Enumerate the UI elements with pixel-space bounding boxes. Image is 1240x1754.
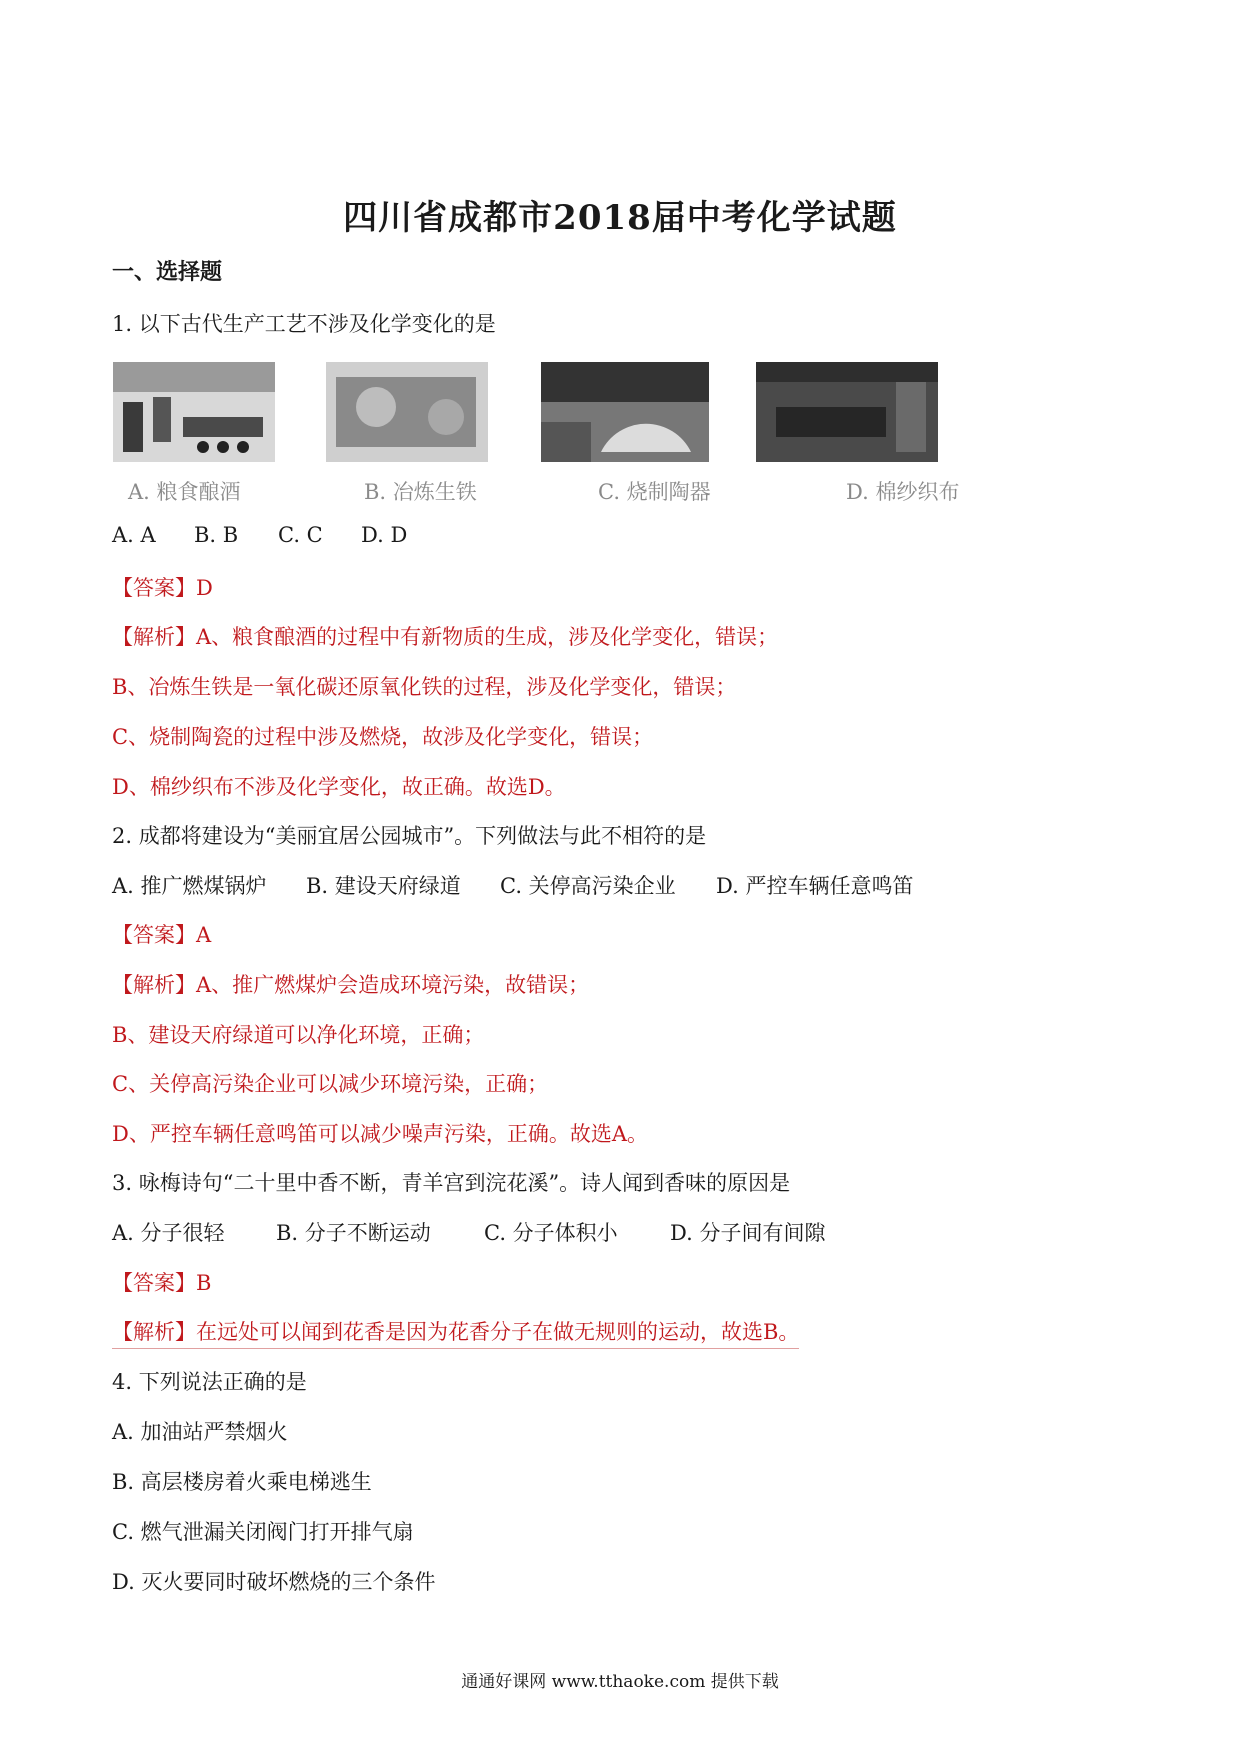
q1-image-a bbox=[113, 362, 275, 462]
q3-analysis-line: 【解析】在远处可以闻到花香是因为花香分子在做无规则的运动，故选B。 bbox=[112, 1316, 799, 1349]
q1-analysis-line: B、冶炼生铁是一氧化碳还原氧化铁的过程，涉及化学变化，错误； bbox=[112, 675, 737, 699]
q1-analysis-line: 【解析】A、粮食酿酒的过程中有新物质的生成，涉及化学变化，错误； bbox=[112, 625, 779, 649]
q3-answer: 【答案】B bbox=[112, 1271, 212, 1295]
q2-analysis-line: D、严控车辆任意鸣笛可以减少噪声污染，正确。故选A。 bbox=[112, 1122, 649, 1146]
q1-answer: 【答案】D bbox=[112, 576, 213, 600]
q3-option-c: C. 分子体积小 bbox=[484, 1221, 618, 1245]
q1-caption-a: A. 粮食酿酒 bbox=[128, 480, 241, 504]
q1-stem: 1. 以下古代生产工艺不涉及化学变化的是 bbox=[112, 312, 496, 336]
q3-option-a: A. 分子很轻 bbox=[112, 1221, 225, 1245]
q2-analysis-line: 【解析】A、推广燃煤炉会造成环境污染，故错误； bbox=[112, 973, 590, 997]
q3-stem: 3. 咏梅诗句“二十里中香不断，青羊宫到浣花溪”。诗人闻到香味的原因是 bbox=[112, 1171, 791, 1195]
q1-analysis-line: C、烧制陶瓷的过程中涉及燃烧，故涉及化学变化，错误； bbox=[112, 725, 654, 749]
q2-answer: 【答案】A bbox=[112, 923, 212, 947]
q1-option-d: D. D bbox=[361, 523, 408, 547]
q2-option-a: A. 推广燃煤锅炉 bbox=[112, 874, 267, 898]
q4-stem: 4. 下列说法正确的是 bbox=[112, 1370, 307, 1394]
q3-option-d: D. 分子间有间隙 bbox=[670, 1221, 826, 1245]
q2-stem: 2. 成都将建设为“美丽宜居公园城市”。下列做法与此不相符的是 bbox=[112, 824, 707, 848]
q1-option-b: B. B bbox=[194, 523, 239, 547]
q1-option-c: C. C bbox=[278, 523, 323, 547]
q1-analysis-line: D、棉纱织布不涉及化学变化，故正确。故选D。 bbox=[112, 775, 566, 799]
q2-option-c: C. 关停高污染企业 bbox=[500, 874, 676, 898]
q2-option-d: D. 严控车辆任意鸣笛 bbox=[716, 874, 914, 898]
q4-option-a: A. 加油站严禁烟火 bbox=[112, 1420, 288, 1444]
q3-option-b: B. 分子不断运动 bbox=[276, 1221, 431, 1245]
q4-option-d: D. 灭火要同时破坏燃烧的三个条件 bbox=[112, 1570, 436, 1594]
q1-image-d bbox=[756, 362, 938, 462]
q1-caption-b: B. 冶炼生铁 bbox=[364, 480, 477, 504]
q2-option-b: B. 建设天府绿道 bbox=[306, 874, 461, 898]
q1-image-b bbox=[326, 362, 488, 462]
q1-option-a: A. A bbox=[112, 523, 156, 547]
section-heading: 一、选择题 bbox=[112, 259, 223, 285]
q1-caption-d: D. 棉纱织布 bbox=[846, 480, 960, 504]
page-title: 四川省成都市2018届中考化学试题 bbox=[343, 198, 897, 238]
q4-option-b: B. 高层楼房着火乘电梯逃生 bbox=[112, 1470, 372, 1494]
q4-option-c: C. 燃气泄漏关闭阀门打开排气扇 bbox=[112, 1520, 414, 1544]
q1-image-c bbox=[541, 362, 709, 462]
page-footer: 通通好课网 www.tthaoke.com 提供下载 bbox=[461, 1672, 779, 1692]
q2-analysis-line: B、建设天府绿道可以净化环境，正确； bbox=[112, 1023, 485, 1047]
q1-caption-c: C. 烧制陶器 bbox=[598, 480, 711, 504]
q2-analysis-line: C、关停高污染企业可以减少环境污染，正确； bbox=[112, 1072, 549, 1096]
